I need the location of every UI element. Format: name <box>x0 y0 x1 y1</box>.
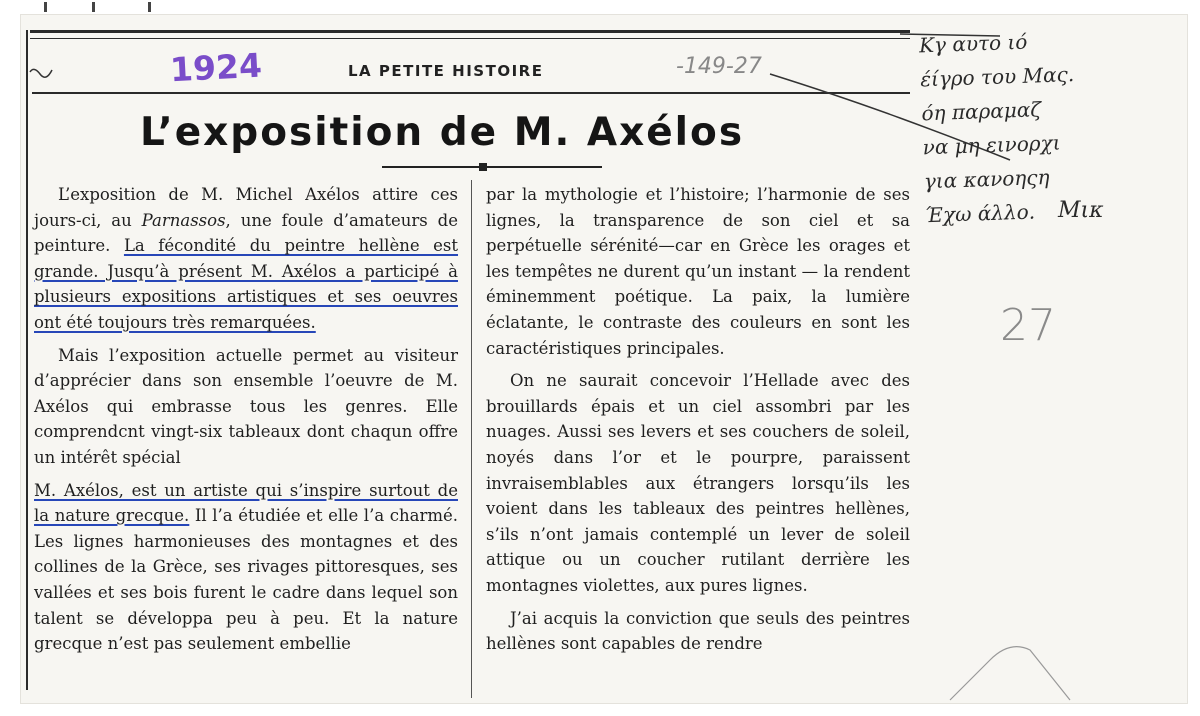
year-annotation: 1924 <box>169 45 263 90</box>
paragraph: par la mythologie et l’histoire; l’harmonie de ses lignes, la transparence de son ciel et sa perpétuelle sérénité—car en Grèce les orages et les tempêtes ne durent qu’un instant — la rendent éminemment poétique. La paix, la lumière éclatante, le contraste des couleurs en sont les caractéristiques principales. <box>486 185 910 358</box>
reference-annotation: -149-27 <box>676 54 762 79</box>
article-headline: L’exposition de M. Axélos <box>140 110 745 155</box>
handwritten-note: Κγ αυτο ιό έίγρο του Μας. όη παραμαζ να μη εινορχι για κανοηςη Έχω άλλο. <box>918 29 1075 228</box>
paragraph: Mais l’exposition actuelle permet au visiteur d’apprécier dans son ensemble l’oeuvre de M. Axélos qui embrasse tous les genres. Elle comprendcnt vingt-six tableaux dont chaqun offre un intérêt spécial <box>34 345 458 467</box>
underlined-passage: M. Axélos, est un artiste qui s’inspire surtout de la nature grecque. <box>34 480 458 526</box>
venue-name: Parnassos <box>141 210 226 230</box>
page-number: 27 <box>1000 300 1056 351</box>
underlined-passage: La fécondité du peintre hellène est grande. Jusqu’à présent M. Axélos a participé à plusieurs expositions artistiques et ses oeuvres ont été toujours très remarquées. <box>34 236 459 332</box>
margin-scribble <box>30 69 52 77</box>
paragraph: L’exposition de M. Michel Axélos attire ces jours-ci, au Parnassos, une foule d’amateurs de peinture. La fécondité du peintre hellène est grande. Jusqu’à présent M. Axélos a participé à plusieurs expositions artistiques et ses oeuvres ont été toujours très remarquées. <box>34 185 459 332</box>
paragraph: M. Axélos, est un artiste qui s’inspire surtout de la nature grecque. Il l’a étudiée et elle l’a charmé. Les lignes harmonieuses des montagnes et des collines de la Grèce, ses rivages pittoresques, ses vallées et ses bois furent le cadre dans lequel son talent se développa peu à peu. Et la nature grecque n’est pas seulement embellie <box>34 480 458 654</box>
section-title: LA PETITE HISTOIRE <box>348 62 544 80</box>
paragraph: On ne saurait concevoir l’Hellade avec des brouillards épais et un ciel assombri par les nuages. Aussi ses levers et ses couchers de soleil, noyés dans l’or et le pourpre, paraissent invraisemblables aux étrangers lorsqu’ils les voient dans les tableaux des peintres hellènes, s’ils n’ont jamais contemplé un lever de soleil attique ou un coucher rutilant derrière les montagnes violettes, aux pures lignes. <box>486 371 910 595</box>
paragraph: J’ai acquis la conviction que seuls des peintres hellènes sont capables de rendre <box>486 608 910 654</box>
handwritten-signature: Μικ <box>1058 198 1104 223</box>
pencil-mark <box>950 647 1070 700</box>
